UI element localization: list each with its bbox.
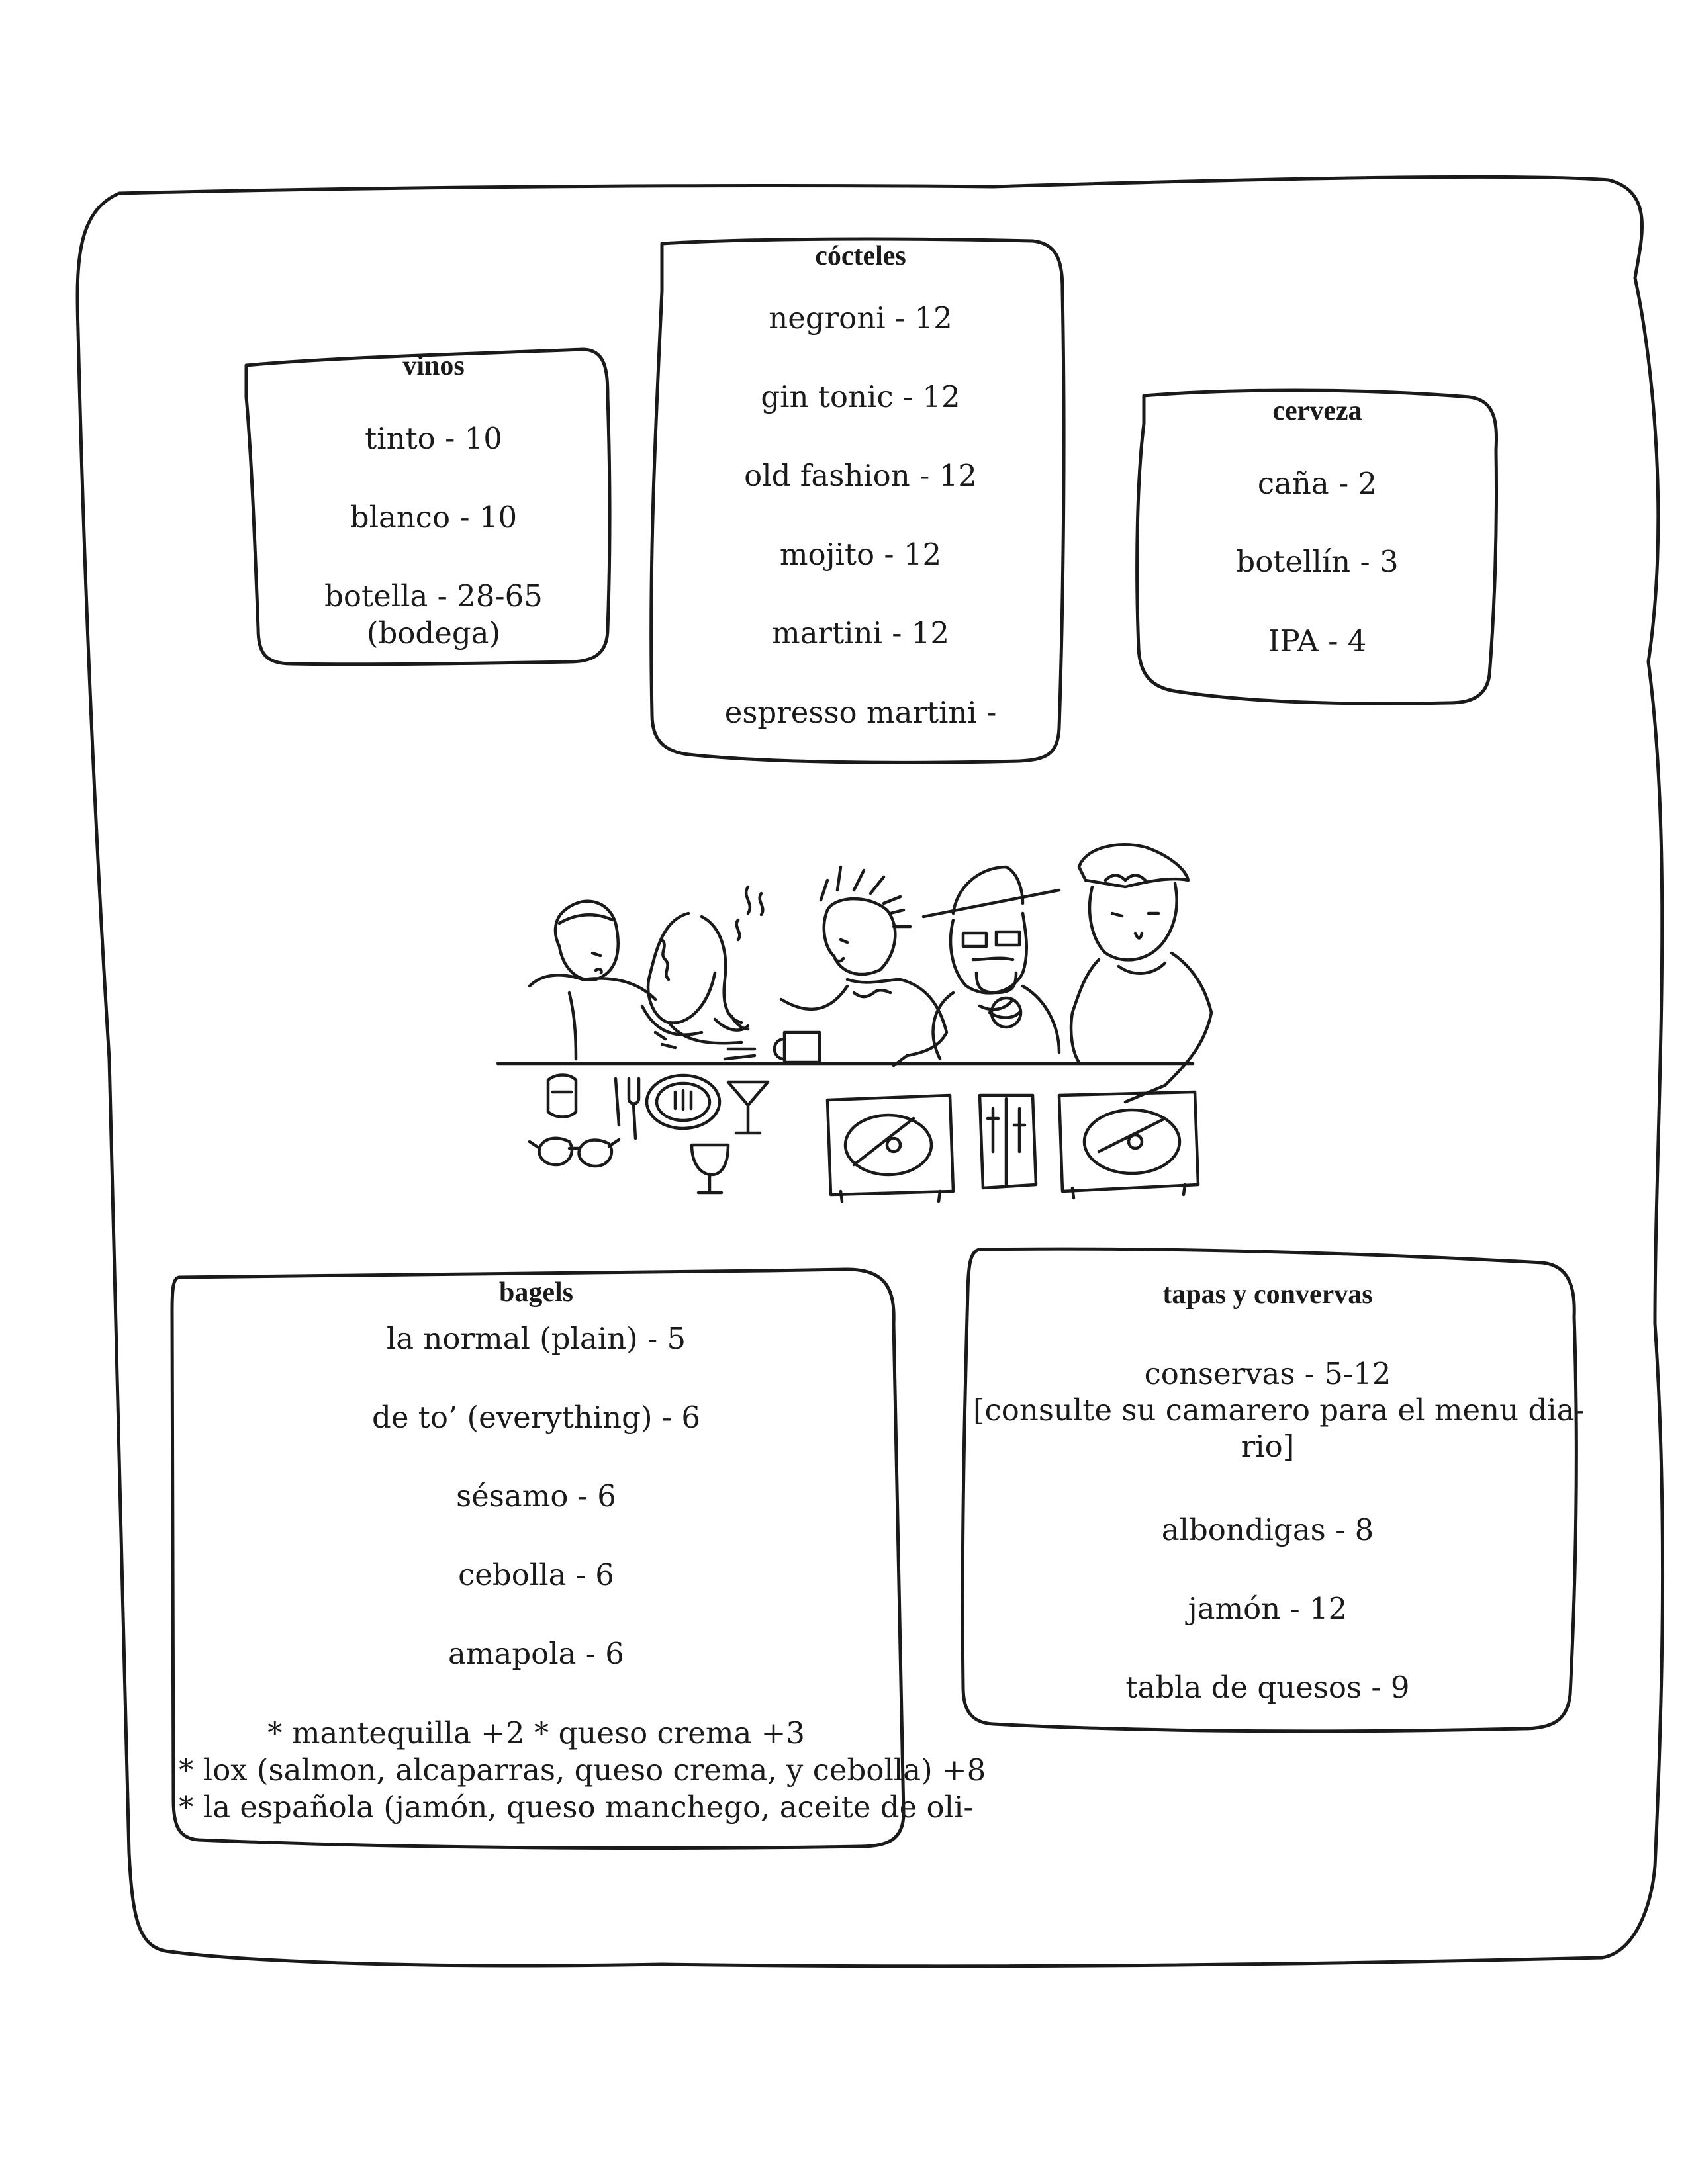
menu-item: amapola - 6 [448, 1636, 624, 1671]
can-icon [548, 1075, 576, 1117]
person-icon [530, 901, 655, 1059]
martini-glass-icon [728, 1082, 768, 1133]
menu-item: old fashion - 12 [744, 458, 977, 493]
person-icon [923, 867, 1059, 1059]
menu-item: martini - 12 [772, 615, 949, 651]
mug-icon [774, 1032, 820, 1062]
cerveza-title: cerveza [1272, 396, 1362, 426]
person-icon [781, 867, 947, 1066]
menu-item-note: rio] [1241, 1429, 1295, 1464]
menu-item: gin tonic - 12 [761, 379, 961, 414]
sunglasses-icon [530, 1138, 619, 1166]
menu-item-note: [consulte su camarero para el menu dia- [973, 1392, 1585, 1428]
menu-item: botellín - 3 [1236, 544, 1399, 579]
menu-item: mojito - 12 [779, 537, 942, 572]
cocteles-title: cócteles [815, 241, 906, 271]
menu-item: jamón - 12 [1188, 1591, 1348, 1626]
menu-item: la normal (plain) - 5 [386, 1321, 686, 1356]
menu-item: caña - 2 [1257, 466, 1378, 501]
menu-item: tabla de quesos - 9 [1125, 1670, 1410, 1705]
menu-item: conservas - 5-12 [1144, 1356, 1391, 1391]
mixer-icon [980, 1095, 1036, 1188]
tapas-title: tapas y convervas [1162, 1279, 1373, 1310]
bagel-extra: * lox (salmon, alcaparras, queso crema, y cebolla) +8 [179, 1752, 986, 1788]
menu-item: botella - 28-65 [324, 578, 543, 614]
menu-item: blanco - 10 [350, 500, 518, 535]
cutlery-icon [616, 1079, 639, 1138]
wine-glass-icon [692, 1145, 728, 1193]
bagel-extra: * mantequilla +2 * queso crema +3 [267, 1715, 805, 1751]
turntable-icon [827, 1095, 953, 1201]
menu-item: tinto - 10 [365, 421, 502, 456]
bagel-extra: * la española (jamón, queso manchego, aceite de oli- [179, 1790, 974, 1825]
menu-item: sésamo - 6 [456, 1479, 616, 1514]
menu-item: albondigas - 8 [1161, 1512, 1374, 1547]
bagels-title: bagels [498, 1277, 573, 1308]
turntable-icon [1059, 1092, 1198, 1198]
menu-item: cebolla - 6 [458, 1557, 614, 1592]
vinos-title: vinos [402, 351, 465, 381]
person-icon [642, 887, 763, 1059]
menu-item: espresso martini - [724, 695, 997, 730]
plate-icon [647, 1075, 720, 1128]
menu-item: negroni - 12 [769, 300, 953, 336]
menu-item: IPA - 4 [1268, 623, 1367, 659]
menu-item: de to’ (everything) - 6 [372, 1400, 700, 1435]
menu-item-note: (bodega) [366, 615, 501, 651]
